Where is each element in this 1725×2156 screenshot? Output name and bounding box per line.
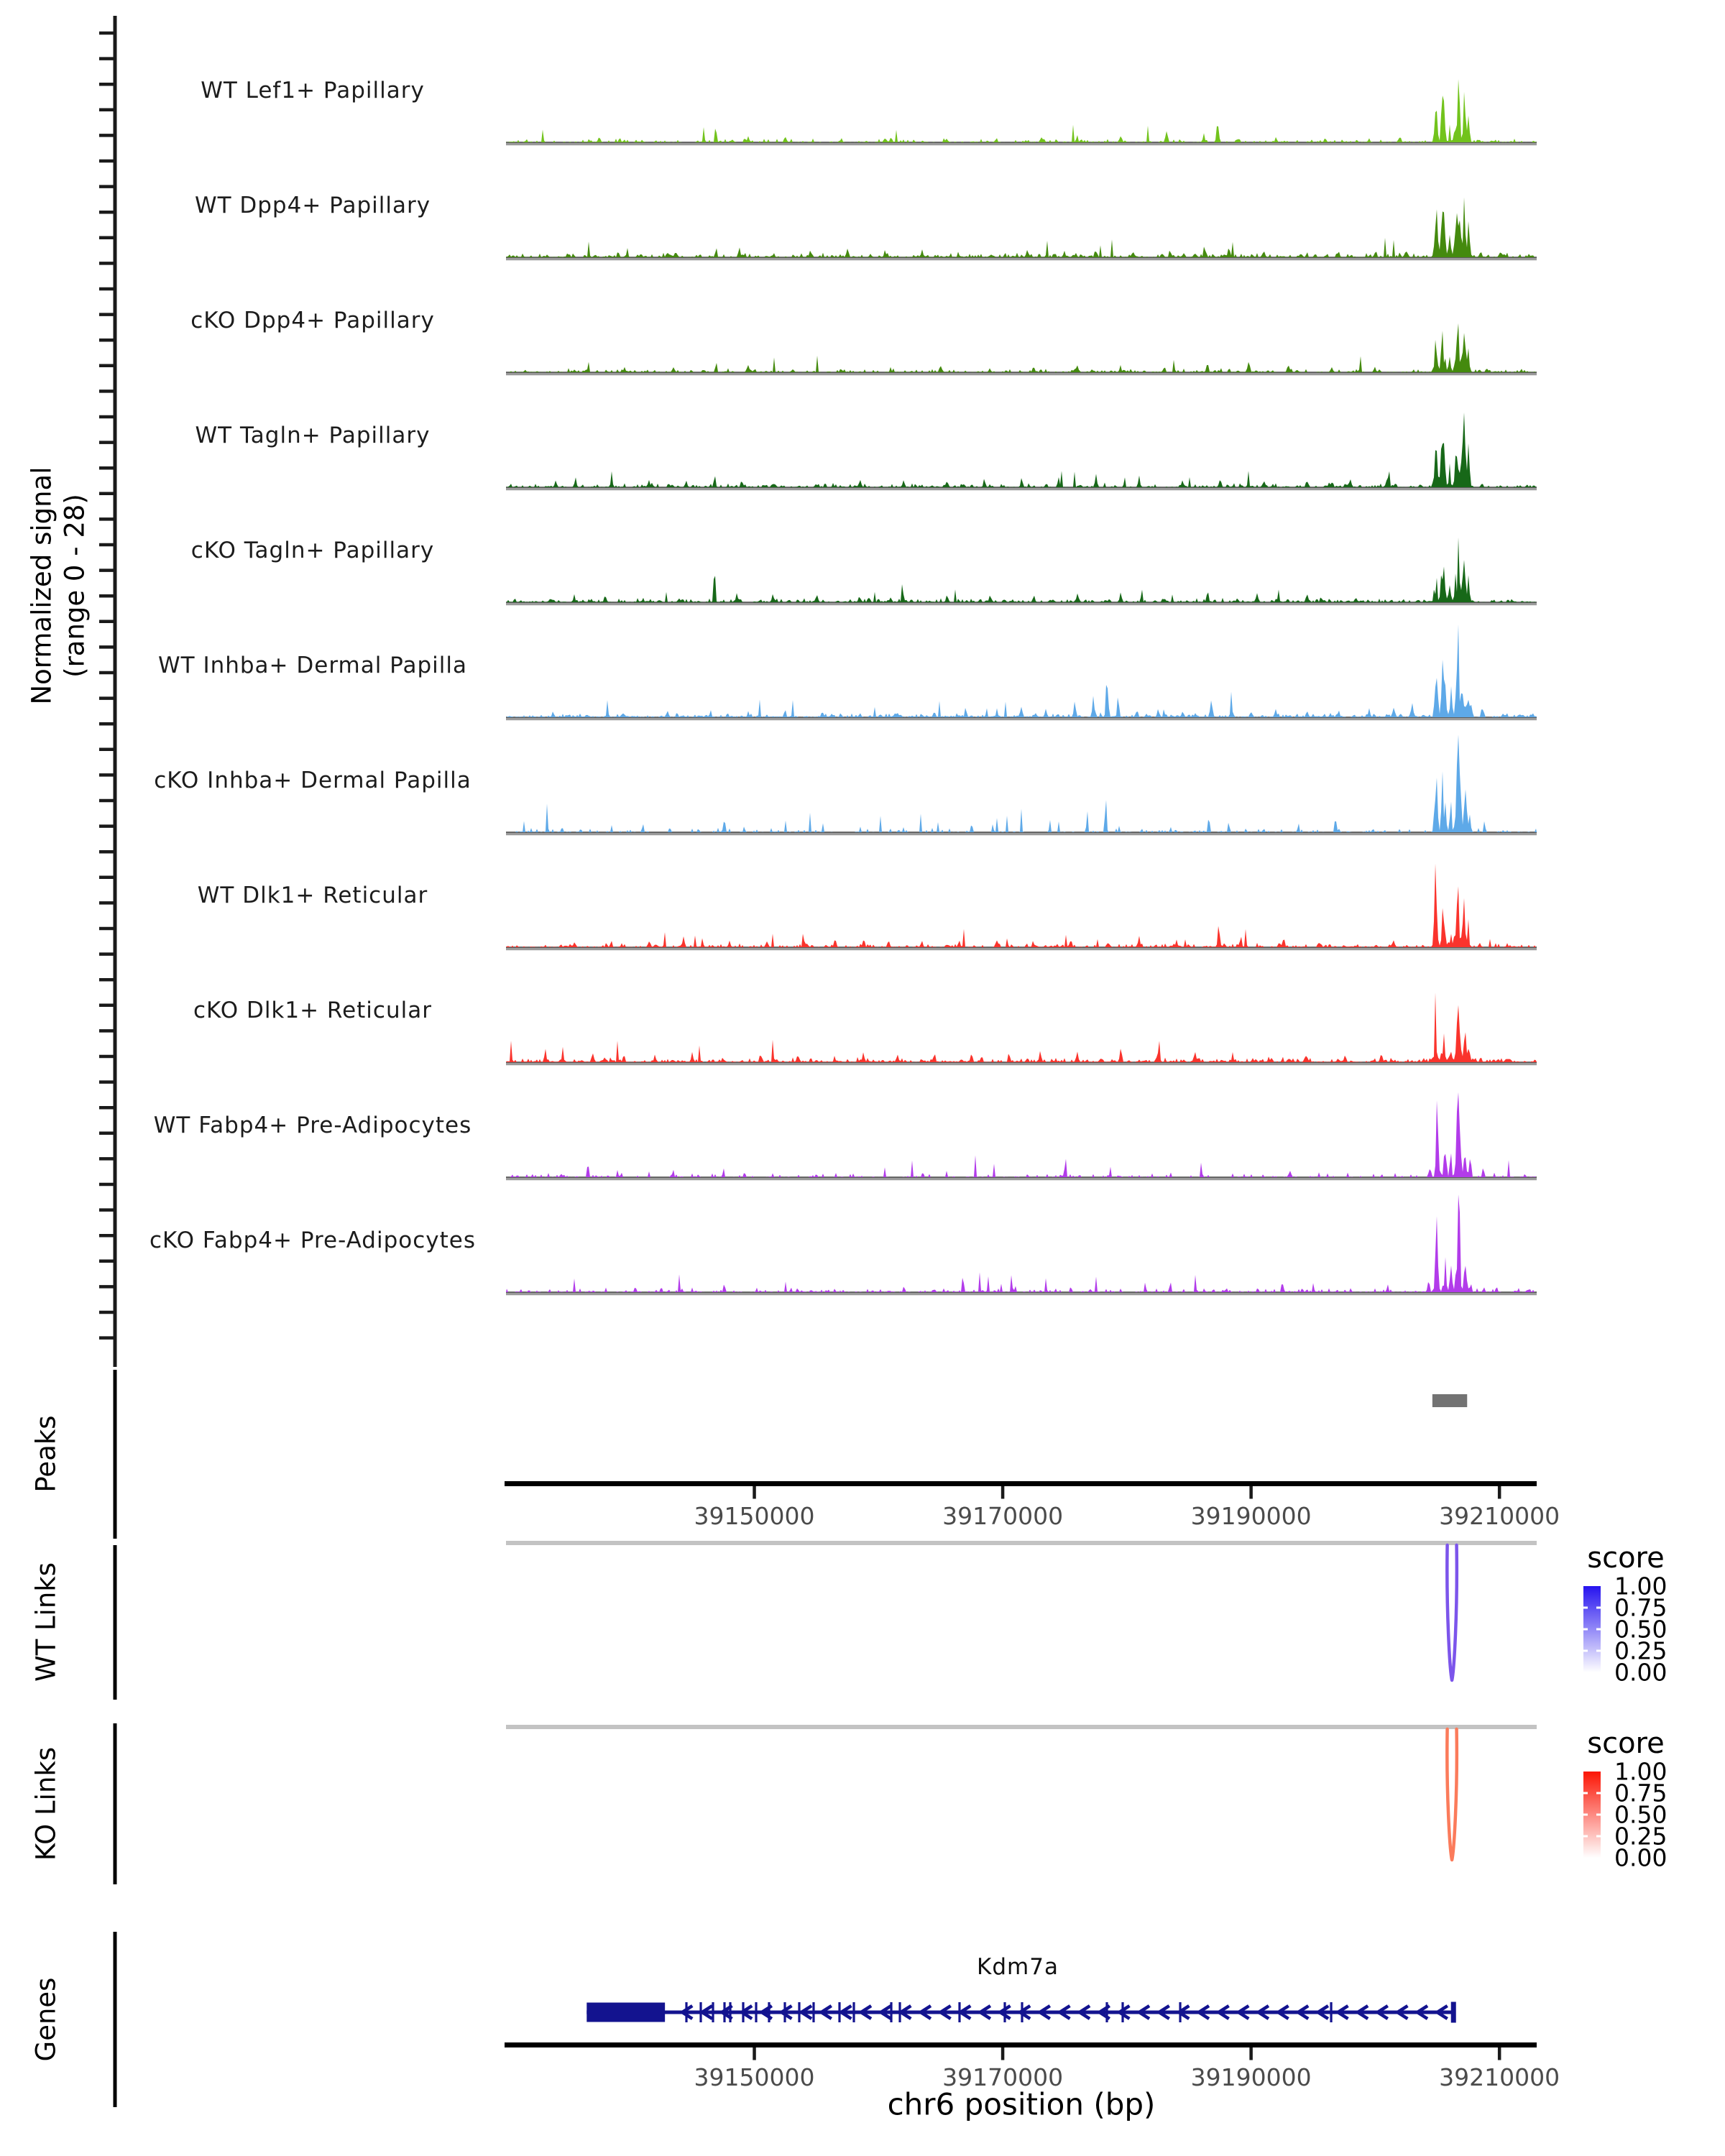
x-tick-label-bottom-1: 39170000 <box>942 2063 1064 2091</box>
gene-exon-tick <box>812 2002 814 2022</box>
gene-exon-tick <box>1003 2002 1006 2022</box>
signal-tracks <box>150 78 1537 1294</box>
coverage-signal-wt-dlk1-reticular <box>506 864 1537 947</box>
track-label-cko-fabp4-pre-adipocytes: cKO Fabp4+ Pre-Adipocytes <box>150 1227 476 1253</box>
gene-tss-bar <box>1451 2002 1456 2023</box>
coverage-signal-cko-fabp4-pre-adipocytes <box>506 1194 1537 1292</box>
ko-score-legend-title: score <box>1587 1727 1665 1760</box>
track-label-wt-lef1-papillary: WT Lef1+ Papillary <box>201 78 425 103</box>
peak-interval <box>1432 1394 1467 1407</box>
ko-links-legend-label-1: 0.75 <box>1614 1779 1668 1807</box>
x-tick-label-top-1: 39170000 <box>942 1502 1064 1530</box>
gene-exon-tick <box>712 2002 714 2022</box>
wt-score-legend-title: score <box>1587 1542 1665 1575</box>
section-label-ko-links: KO Links <box>30 1746 62 1861</box>
ko-links-legend-label-0: 1.00 <box>1614 1757 1668 1786</box>
signal-track-cko-dlk1-reticular <box>193 992 1537 1064</box>
coverage-signal-cko-dpp4-papillary <box>506 323 1537 372</box>
coverage-signal-wt-fabp4-pre-adipocytes <box>506 1092 1537 1177</box>
ko-links-legend-label-3: 0.25 <box>1614 1822 1668 1851</box>
coverage-signal-cko-tagln-papillary <box>506 538 1537 602</box>
track-label-wt-dlk1-reticular: WT Dlk1+ Reticular <box>197 883 428 908</box>
coverage-signal-wt-inhba-dermal-papilla <box>506 625 1537 717</box>
track-label-wt-fabp4-pre-adipocytes: WT Fabp4+ Pre-Adipocytes <box>153 1112 472 1138</box>
wt-links-panel <box>115 1543 1667 1700</box>
x-tick-label-top-3: 39210000 <box>1439 1502 1560 1530</box>
x-tick-label-bottom-2: 39190000 <box>1190 2063 1312 2091</box>
track-label-cko-inhba-dermal-papilla: cKO Inhba+ Dermal Papilla <box>154 768 472 793</box>
y-axis-title-line1: Normalized signal <box>26 466 58 705</box>
signal-track-cko-inhba-dermal-papilla <box>154 734 1537 834</box>
gene-name-label: Kdm7a <box>977 1954 1059 1980</box>
wt-links-legend-label-2: 0.50 <box>1614 1615 1668 1644</box>
genome-axis-top <box>505 1484 1560 1531</box>
signal-track-wt-fabp4-pre-adipocytes <box>154 1092 1537 1179</box>
signal-track-cko-tagln-papillary <box>191 538 1537 604</box>
x-tick-label-bottom-0: 39150000 <box>694 2063 815 2091</box>
ko-links-legend-label-4: 0.00 <box>1614 1843 1668 1872</box>
coverage-signal-cko-dlk1-reticular <box>506 992 1537 1062</box>
coverage-signal-wt-tagln-papillary <box>506 413 1537 487</box>
gene-exon-tick <box>755 2002 757 2022</box>
track-label-cko-tagln-papillary: cKO Tagln+ Papillary <box>190 538 435 563</box>
signal-track-wt-lef1-papillary <box>201 78 1537 144</box>
gene-utr-exon <box>586 2003 665 2022</box>
gene-exon-tick <box>852 2002 855 2022</box>
signal-track-wt-dlk1-reticular <box>198 864 1537 949</box>
coverage-signal-wt-lef1-papillary <box>506 79 1537 142</box>
signal-track-wt-dpp4-papillary <box>195 193 1537 259</box>
gene-exon-tick <box>1330 2002 1332 2022</box>
wt-links-legend-label-3: 0.25 <box>1614 1636 1668 1665</box>
genome-axis-bottom <box>505 2045 1560 2092</box>
section-label-wt-links: WT Links <box>30 1562 62 1682</box>
wt-links-legend-label-1: 0.75 <box>1614 1593 1668 1622</box>
track-label-cko-dpp4-papillary: cKO Dpp4+ Papillary <box>190 308 435 333</box>
signal-track-cko-dpp4-papillary <box>190 308 1537 374</box>
x-tick-label-top-0: 39150000 <box>694 1502 815 1530</box>
ko-links-arc <box>1447 1729 1457 1860</box>
wt-links-legend-label-0: 1.00 <box>1614 1572 1668 1600</box>
wt-links-arc <box>1447 1545 1457 1680</box>
signal-y-axis <box>99 16 115 1367</box>
signal-track-wt-inhba-dermal-papilla <box>158 625 1537 719</box>
signal-track-wt-tagln-papillary <box>196 413 1537 489</box>
wt-links-legend-label-4: 0.00 <box>1614 1658 1668 1687</box>
section-label-genes: Genes <box>30 1977 62 2062</box>
coverage-signal-cko-inhba-dermal-papilla <box>506 734 1537 832</box>
track-label-cko-dlk1-reticular: cKO Dlk1+ Reticular <box>193 998 432 1023</box>
signal-track-cko-fabp4-pre-adipocytes <box>150 1194 1537 1294</box>
track-label-wt-tagln-papillary: WT Tagln+ Papillary <box>195 423 431 448</box>
gene-model-kdm7a <box>586 2002 1455 2023</box>
ko-links-panel <box>115 1723 1667 1884</box>
gene-exon-tick <box>685 2002 687 2022</box>
ko-links-legend-label-2: 0.50 <box>1614 1800 1668 1829</box>
x-axis-title: chr6 position (bp) <box>887 2086 1156 2122</box>
track-label-wt-inhba-dermal-papilla: WT Inhba+ Dermal Papilla <box>158 653 467 678</box>
section-label-peaks: Peaks <box>30 1415 62 1493</box>
coverage-signal-wt-dpp4-papillary <box>506 198 1537 257</box>
x-tick-label-top-2: 39190000 <box>1190 1502 1312 1530</box>
x-tick-label-bottom-3: 39210000 <box>1439 2063 1560 2091</box>
y-axis-title-line2: (range 0 - 28) <box>59 494 91 678</box>
track-label-wt-dpp4-papillary: WT Dpp4+ Papillary <box>194 193 431 218</box>
